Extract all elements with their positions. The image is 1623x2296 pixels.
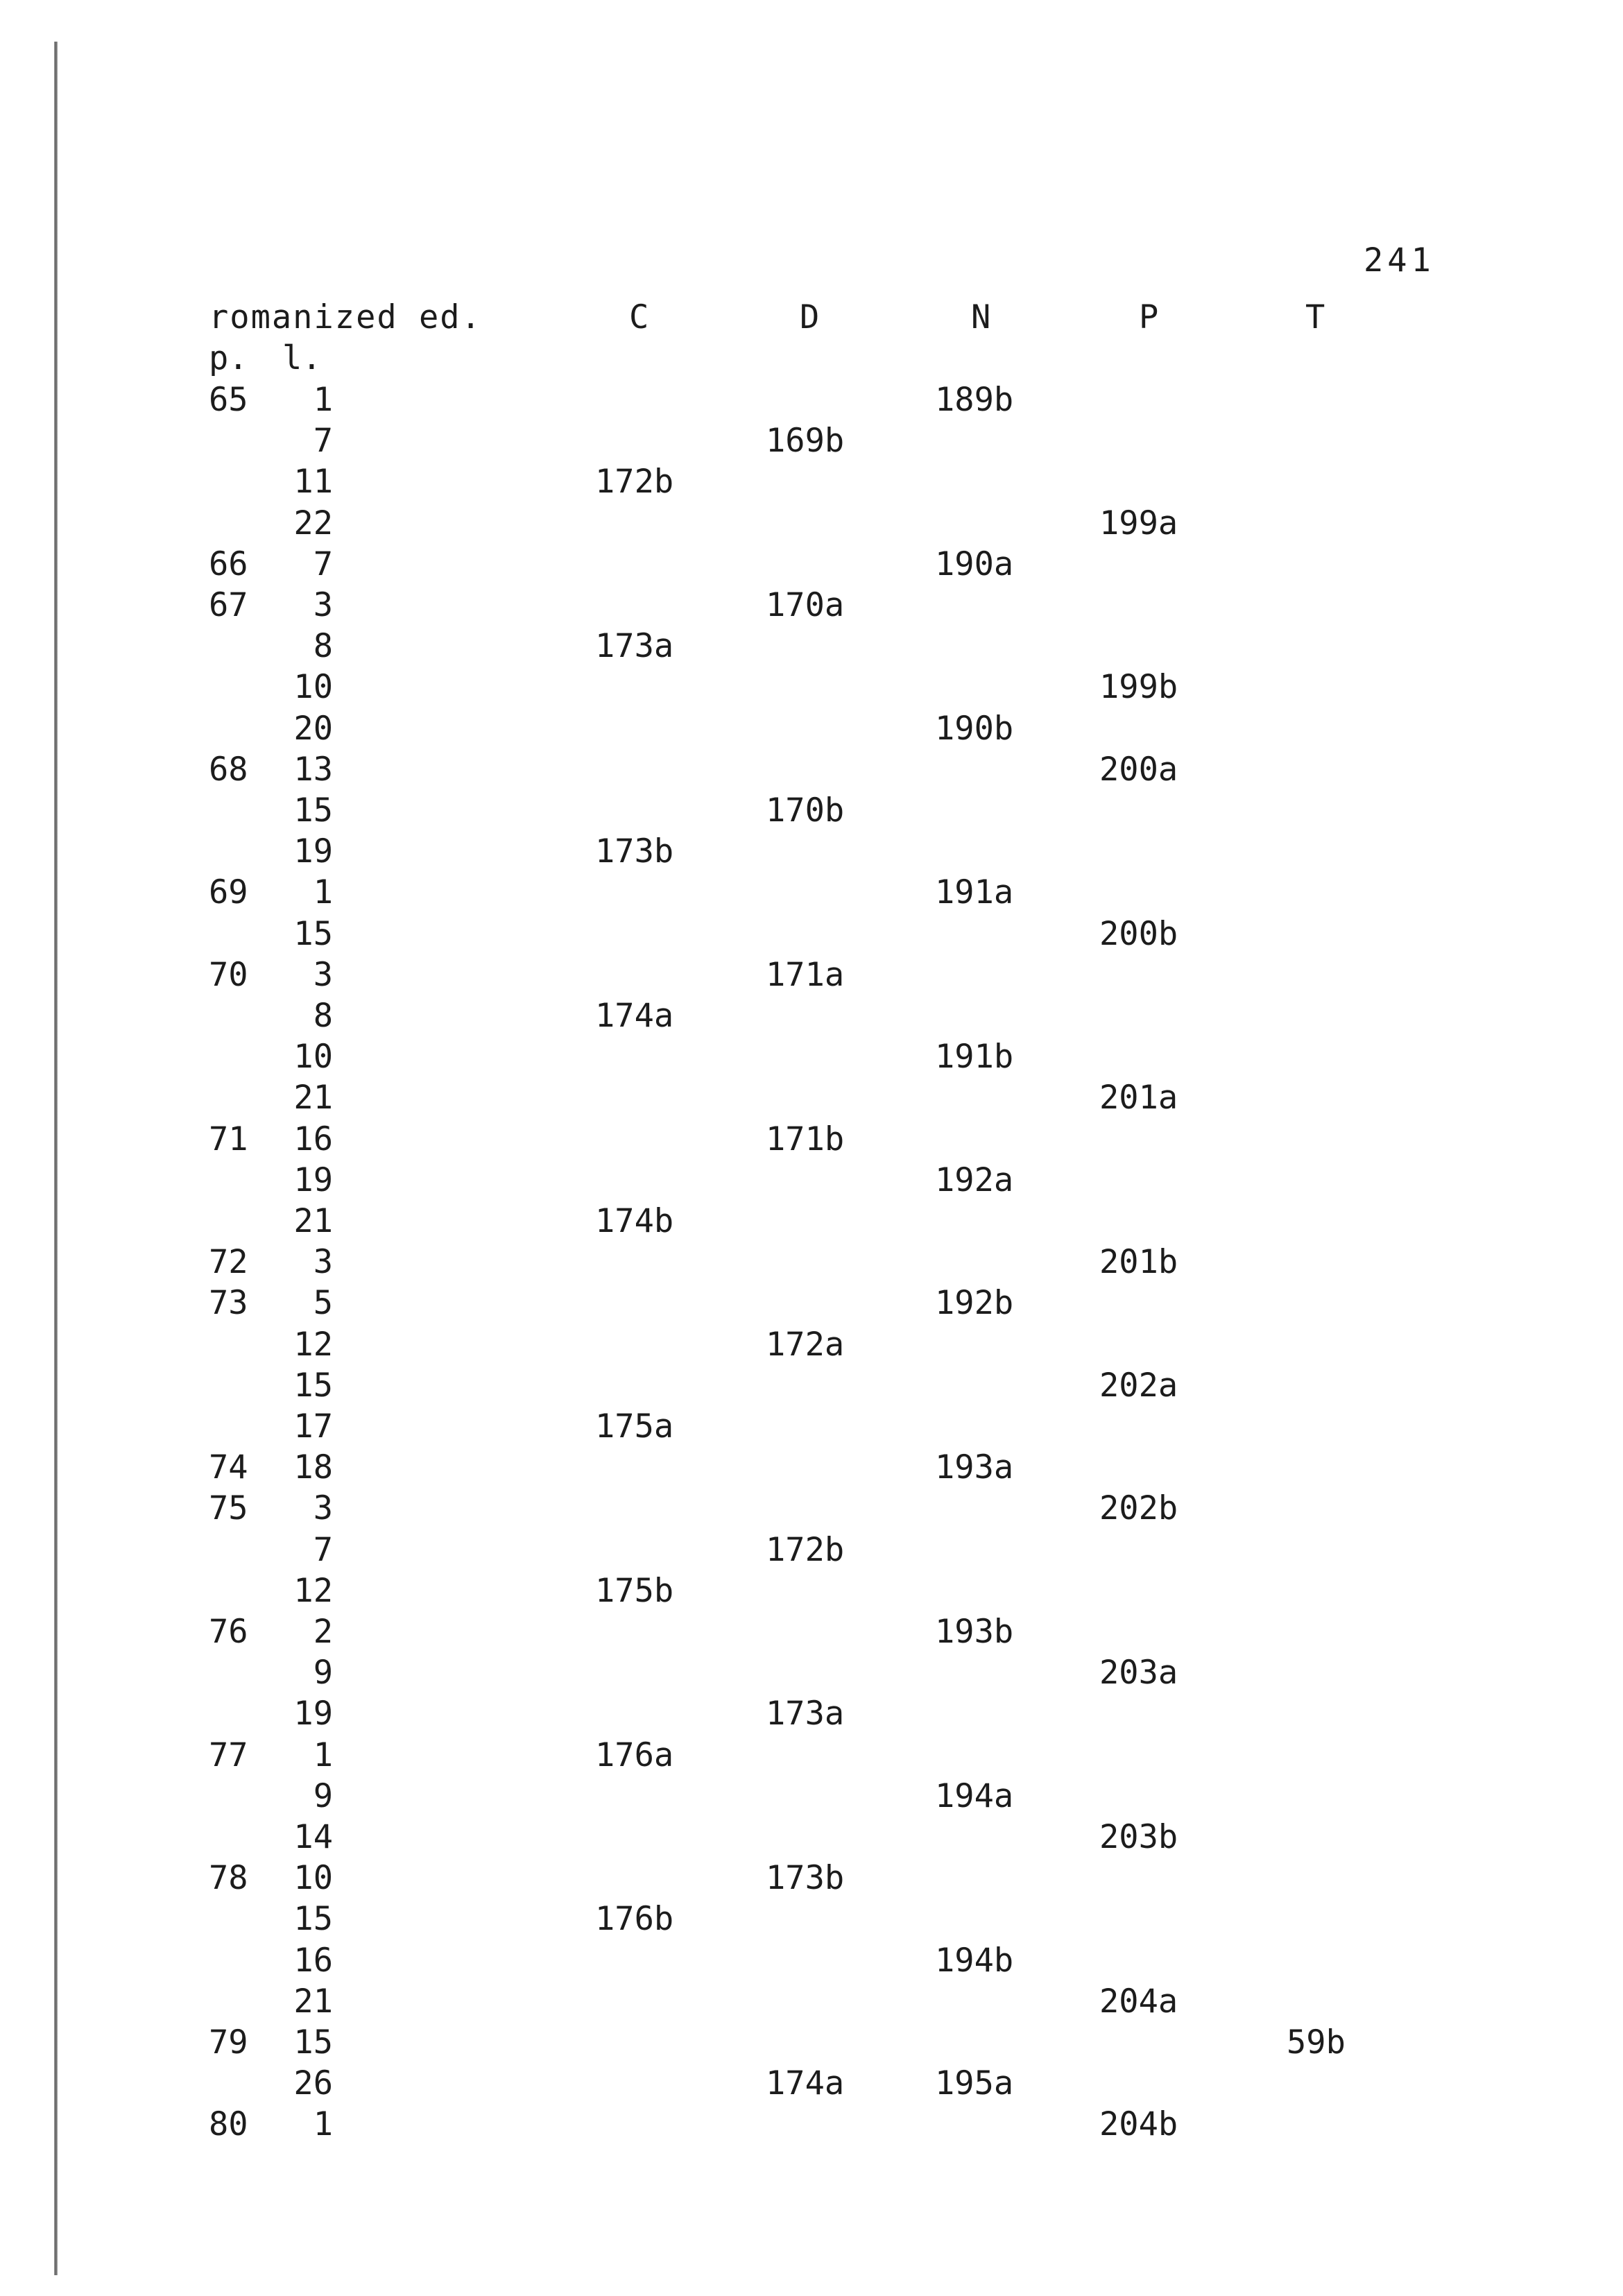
table-row <box>0 461 1623 503</box>
row-line: 21 <box>293 1202 333 1240</box>
row-line: 1 <box>313 2105 333 2143</box>
row-line: 16 <box>293 1120 333 1158</box>
table-row <box>0 544 1623 585</box>
row-page: 77 <box>209 1736 248 1774</box>
row-col-n: 190a <box>935 545 1014 583</box>
row-line: 12 <box>293 1326 333 1364</box>
row-line: 2 <box>313 1613 333 1651</box>
header-edition: romanized ed. <box>209 298 482 336</box>
header-t: T <box>1305 298 1327 336</box>
table-row <box>0 420 1623 462</box>
row-col-d: 172a <box>766 1326 845 1364</box>
table-row <box>0 1365 1623 1407</box>
row-col-p: 203a <box>1099 1654 1178 1692</box>
row-page: 65 <box>209 381 248 419</box>
row-line: 3 <box>313 586 333 624</box>
row-col-d: 170b <box>766 791 845 830</box>
row-col-p: 201b <box>1099 1243 1178 1281</box>
table-row <box>0 1817 1623 1858</box>
row-line: 9 <box>313 1654 333 1692</box>
row-col-c: 176b <box>595 1900 674 1938</box>
row-col-d: 170a <box>766 586 845 624</box>
row-line: 8 <box>313 627 333 665</box>
row-line: 3 <box>313 1489 333 1527</box>
table-row <box>0 1324 1623 1366</box>
row-line: 15 <box>293 791 333 830</box>
table-row <box>0 1899 1623 1940</box>
row-line: 1 <box>313 381 333 419</box>
row-page: 69 <box>209 873 248 911</box>
row-line: 19 <box>293 832 333 871</box>
row-line: 15 <box>293 915 333 953</box>
subheader-line: l. <box>282 339 322 377</box>
row-page: 68 <box>209 751 248 789</box>
row-line: 1 <box>313 873 333 911</box>
row-col-n: 194a <box>935 1777 1014 1815</box>
row-line: 10 <box>293 1038 333 1076</box>
row-page: 76 <box>209 1613 248 1651</box>
row-col-c: 173a <box>595 627 674 665</box>
table-row <box>0 1570 1623 1612</box>
row-col-n: 192a <box>935 1161 1014 1199</box>
table-row <box>0 626 1623 667</box>
row-line: 15 <box>293 1367 333 1405</box>
row-line: 7 <box>313 1531 333 1569</box>
row-col-p: 202b <box>1099 1489 1178 1527</box>
row-page: 80 <box>209 2105 248 2143</box>
row-col-p: 204a <box>1099 1982 1178 2021</box>
row-col-c: 176a <box>595 1736 674 1774</box>
row-line: 16 <box>293 1942 333 1980</box>
row-col-n: 194b <box>935 1942 1014 1980</box>
table-row <box>0 2104 1623 2145</box>
row-line: 7 <box>313 545 333 583</box>
table-row <box>0 503 1623 545</box>
row-col-p: 204b <box>1099 2105 1178 2143</box>
row-page: 74 <box>209 1448 248 1487</box>
row-page: 71 <box>209 1120 248 1158</box>
table-row <box>0 749 1623 791</box>
table-row <box>0 914 1623 955</box>
row-page: 79 <box>209 2023 248 2062</box>
row-col-d: 169b <box>766 422 845 460</box>
header-c: C <box>629 298 651 336</box>
row-line: 10 <box>293 668 333 706</box>
row-line: 19 <box>293 1161 333 1199</box>
row-line: 3 <box>313 956 333 994</box>
row-col-d: 171b <box>766 1120 845 1158</box>
row-col-p: 200b <box>1099 915 1178 953</box>
row-line: 15 <box>293 2023 333 2062</box>
row-col-p: 203b <box>1099 1818 1178 1856</box>
table-row <box>0 1488 1623 1530</box>
row-col-n: 189b <box>935 381 1014 419</box>
table-row <box>0 1652 1623 1694</box>
row-line: 9 <box>313 1777 333 1815</box>
table-row <box>0 790 1623 832</box>
row-col-d: 173a <box>766 1695 845 1733</box>
header-n: N <box>971 298 993 336</box>
row-line: 19 <box>293 1695 333 1733</box>
row-line: 21 <box>293 1079 333 1117</box>
table-row <box>0 2063 1623 2105</box>
row-line: 14 <box>293 1818 333 1856</box>
table-row <box>0 1406 1623 1448</box>
table-row <box>0 1940 1623 1982</box>
row-line: 10 <box>293 1859 333 1897</box>
table-row <box>0 1283 1623 1324</box>
row-line: 7 <box>313 422 333 460</box>
row-line: 18 <box>293 1448 333 1487</box>
row-col-d: 172b <box>766 1531 845 1569</box>
subheader-page: p. <box>209 339 248 377</box>
row-col-d: 174a <box>766 2064 845 2102</box>
table-row <box>0 1160 1623 1201</box>
row-line: 22 <box>293 504 333 542</box>
table-row <box>0 1776 1623 1817</box>
header-d: D <box>800 298 821 336</box>
table-row <box>0 1611 1623 1653</box>
table-row <box>0 708 1623 750</box>
row-line: 15 <box>293 1900 333 1938</box>
row-col-d: 173b <box>766 1859 845 1897</box>
row-col-p: 199a <box>1099 504 1178 542</box>
row-col-n: 193b <box>935 1613 1014 1651</box>
subheader-row <box>0 338 1623 379</box>
table-row <box>0 1447 1623 1489</box>
table-row <box>0 1077 1623 1119</box>
table-row <box>0 667 1623 708</box>
row-line: 8 <box>313 997 333 1035</box>
table-row <box>0 995 1623 1037</box>
row-line: 12 <box>293 1572 333 1610</box>
table-row <box>0 379 1623 421</box>
row-col-c: 174b <box>595 1202 674 1240</box>
row-col-n: 191b <box>935 1038 1014 1076</box>
row-col-n: 193a <box>935 1448 1014 1487</box>
table-row <box>0 1858 1623 1899</box>
table-row <box>0 1036 1623 1078</box>
row-line: 20 <box>293 710 333 748</box>
row-page: 66 <box>209 545 248 583</box>
row-page: 78 <box>209 1859 248 1897</box>
table-row <box>0 954 1623 996</box>
row-line: 5 <box>313 1284 333 1322</box>
row-page: 70 <box>209 956 248 994</box>
row-col-p: 201a <box>1099 1079 1178 1117</box>
row-col-p: 200a <box>1099 751 1178 789</box>
row-page: 75 <box>209 1489 248 1527</box>
row-line: 3 <box>313 1243 333 1281</box>
row-line: 21 <box>293 1982 333 2021</box>
table-row <box>0 1693 1623 1735</box>
header-p: P <box>1139 298 1160 336</box>
table-row <box>0 1119 1623 1160</box>
row-col-n: 195a <box>935 2064 1014 2102</box>
table-row <box>0 1735 1623 1776</box>
table-row <box>0 1242 1623 1283</box>
row-col-n: 191a <box>935 873 1014 911</box>
row-page: 67 <box>209 586 248 624</box>
page-number: 241 <box>1364 241 1435 280</box>
row-line: 26 <box>293 2064 333 2102</box>
row-col-p: 202a <box>1099 1367 1178 1405</box>
row-col-c: 173b <box>595 832 674 871</box>
row-line: 1 <box>313 1736 333 1774</box>
table-row <box>0 585 1623 626</box>
row-col-t: 59b <box>1287 2023 1346 2062</box>
table-row <box>0 872 1623 914</box>
row-col-d: 171a <box>766 956 845 994</box>
row-col-n: 190b <box>935 710 1014 748</box>
row-col-c: 175b <box>595 1572 674 1610</box>
table-row <box>0 831 1623 873</box>
row-col-c: 174a <box>595 997 674 1035</box>
table-row <box>0 1201 1623 1242</box>
table-row <box>0 1530 1623 1571</box>
row-col-c: 172b <box>595 463 674 501</box>
table-row <box>0 1981 1623 2023</box>
row-page: 72 <box>209 1243 248 1281</box>
row-page: 73 <box>209 1284 248 1322</box>
row-col-c: 175a <box>595 1407 674 1446</box>
row-line: 17 <box>293 1407 333 1446</box>
row-line: 11 <box>293 463 333 501</box>
row-col-p: 199b <box>1099 668 1178 706</box>
row-col-n: 192b <box>935 1284 1014 1322</box>
table-row <box>0 2022 1623 2064</box>
row-line: 13 <box>293 751 333 789</box>
